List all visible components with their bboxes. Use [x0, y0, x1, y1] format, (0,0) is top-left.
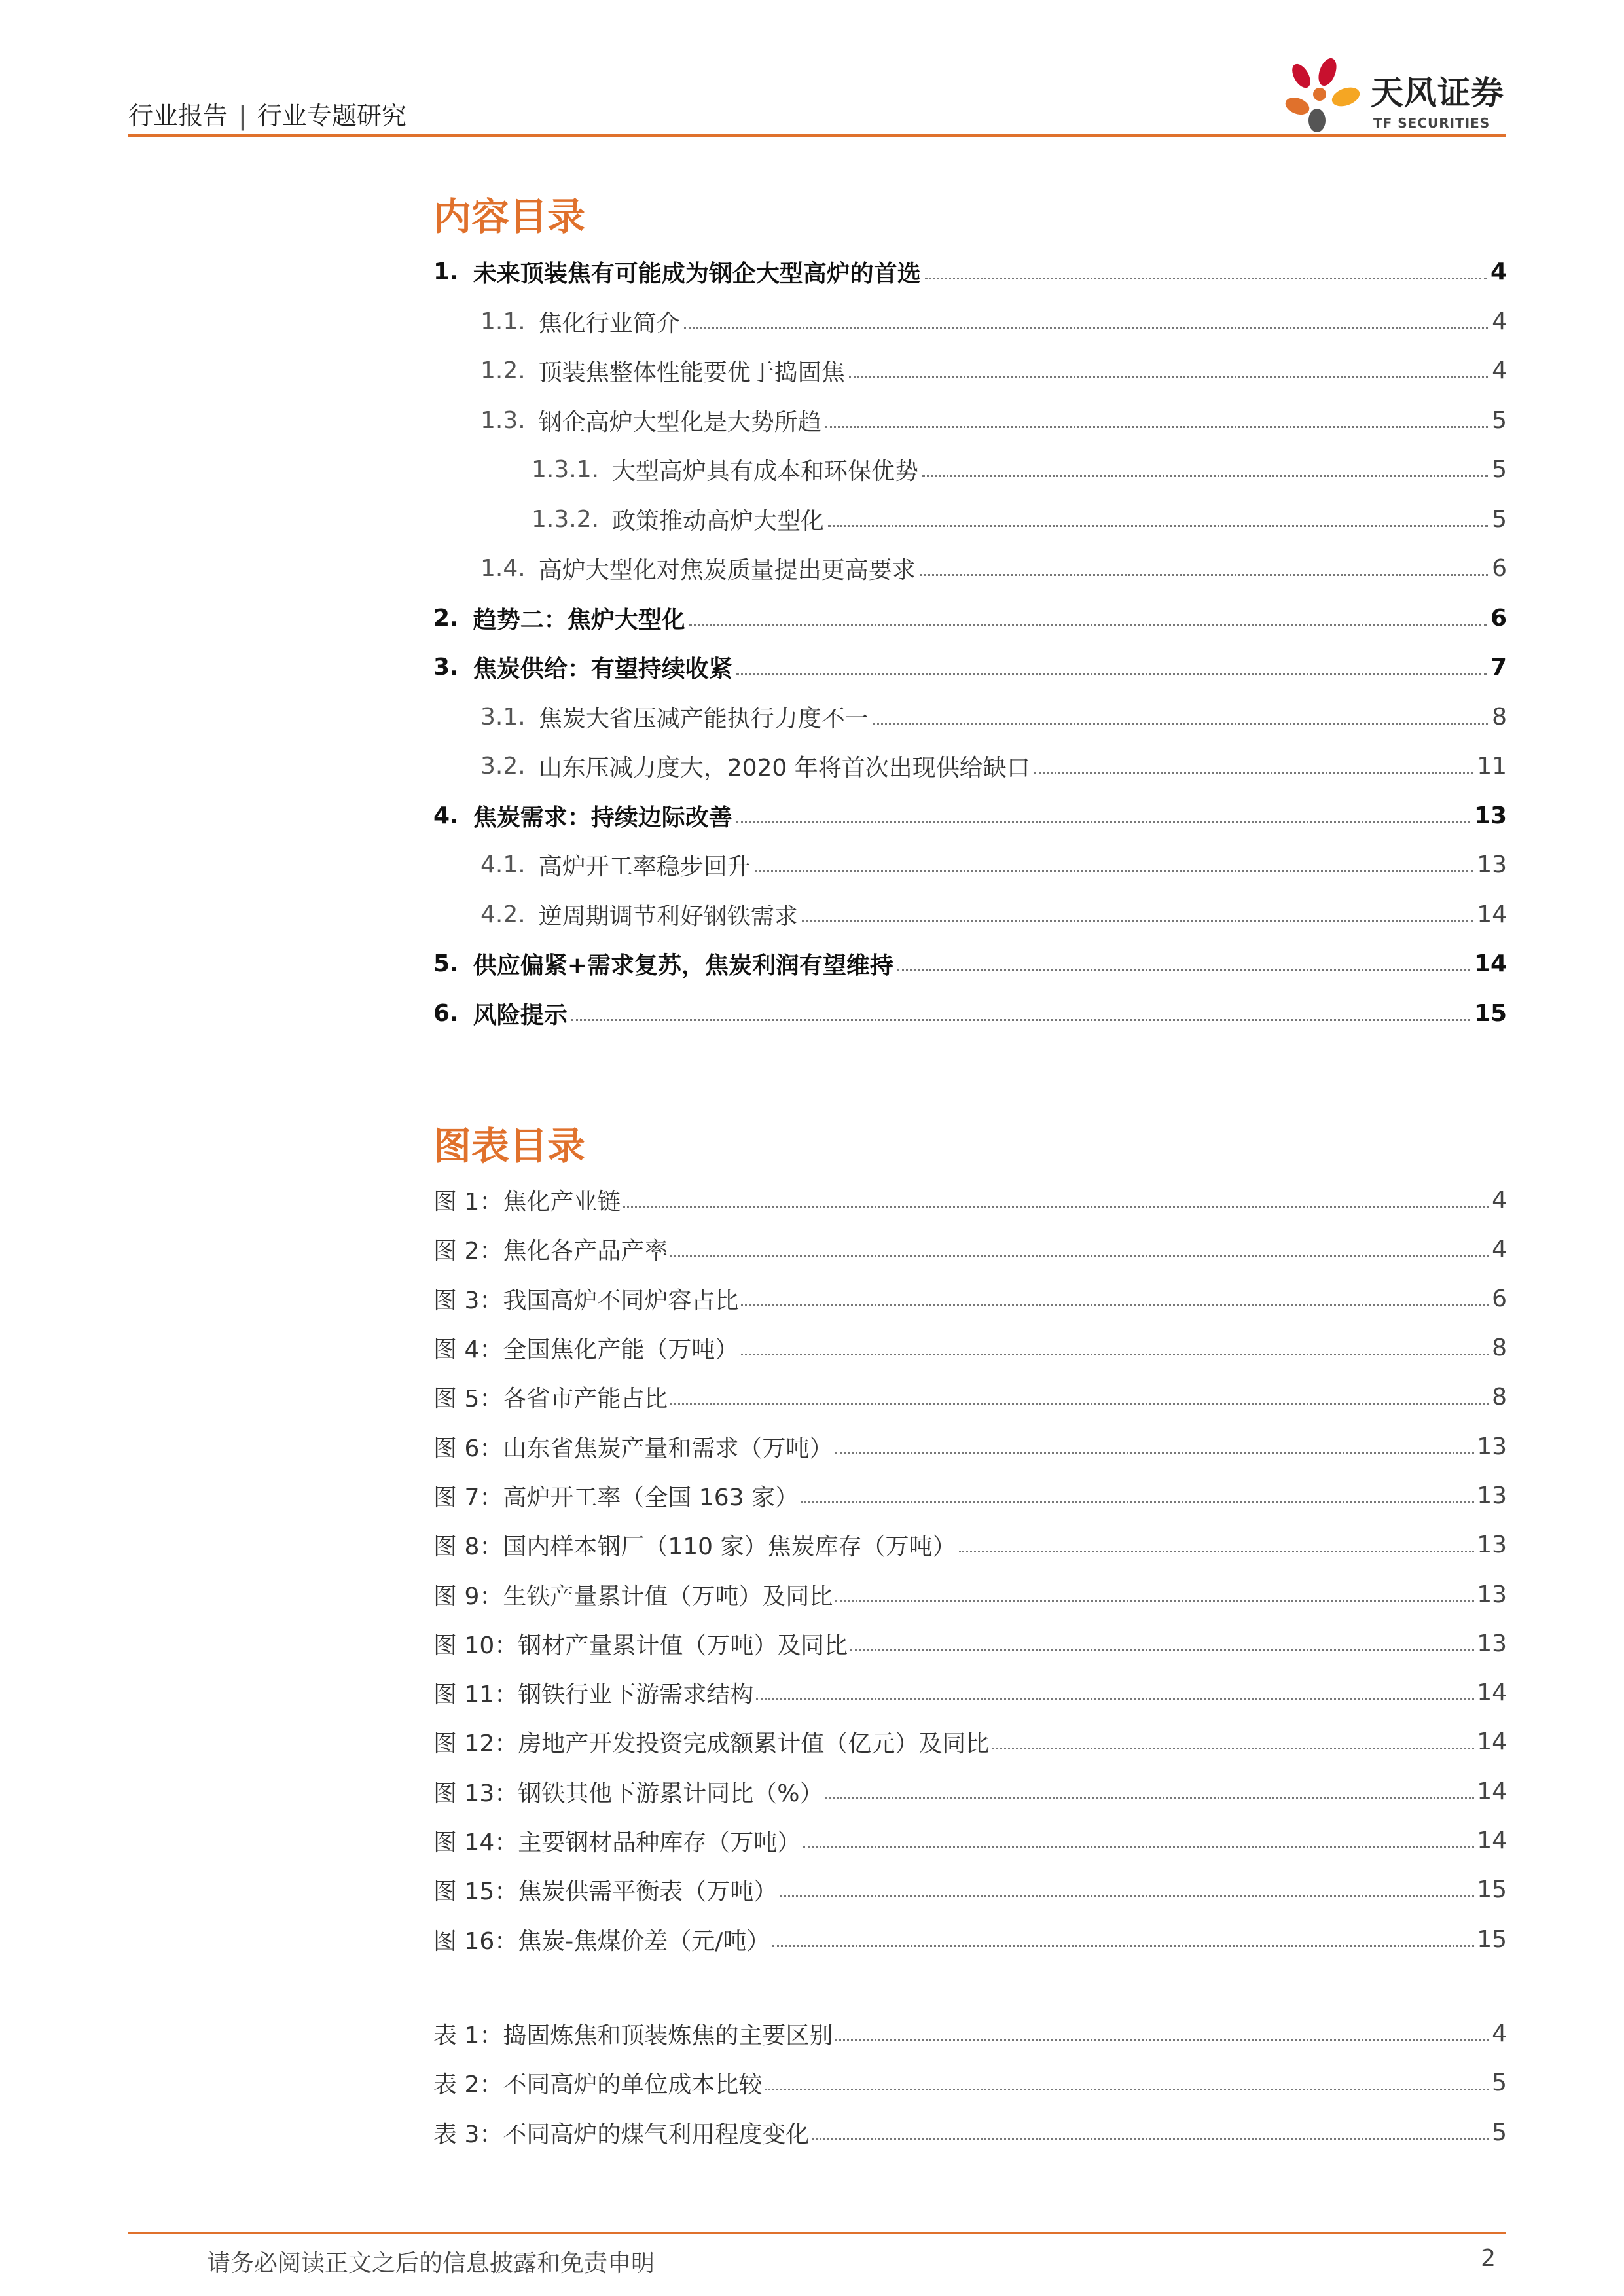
figure-entry-page: 13: [1477, 1581, 1507, 1608]
toc-entry[interactable]: [433, 989, 1507, 1039]
toc-entry[interactable]: [433, 594, 1507, 643]
dot-leader: [925, 278, 1487, 279]
table-entry[interactable]: [433, 2058, 1507, 2108]
figure-entry[interactable]: [433, 1717, 1507, 1767]
toc-entry-page: 8: [1492, 703, 1507, 730]
figure-entry[interactable]: [433, 1422, 1507, 1471]
figure-entry[interactable]: [433, 1816, 1507, 1865]
toc-entry-number: 3.2.: [480, 753, 526, 780]
toc-entry-number: 1.3.: [480, 406, 526, 434]
toc-entry-label: 逆周期调节利好钢铁需求: [538, 903, 798, 930]
dot-leader: [1034, 772, 1473, 774]
figure-entry-page: 4: [1492, 1187, 1507, 1214]
toc-entry-page: 13: [1473, 802, 1507, 829]
toc-entry[interactable]: [433, 297, 1507, 347]
report-header: [128, 96, 406, 132]
toc-entry-number: 1.2.: [480, 357, 526, 385]
figure-entry-page: 6: [1492, 1285, 1507, 1312]
figure-entry-label: 图 3：我国高炉不同炉容占比: [433, 1287, 739, 1314]
figure-entry-page: 15: [1477, 1876, 1507, 1904]
figure-entry-page: 14: [1477, 1679, 1507, 1707]
figure-entry[interactable]: [433, 1372, 1507, 1422]
header-separator: |: [238, 101, 247, 130]
dot-leader: [755, 870, 1473, 872]
dot-leader: [741, 1354, 1489, 1355]
figure-entry-page: 13: [1477, 1433, 1507, 1460]
figure-entry-label: 图 9：生铁产量累计值（万吨）及同比: [433, 1583, 833, 1610]
figure-entry-page: 13: [1477, 1630, 1507, 1657]
dot-leader: [835, 2039, 1489, 2041]
toc-entry-label: 焦炭大省压减产能执行力度不一: [538, 705, 869, 732]
toc-entry-label: 趋势二：焦炉大型化: [473, 606, 685, 634]
figure-entry[interactable]: [433, 1914, 1507, 1964]
figures-list: [433, 1175, 1507, 1964]
figure-entry-page: 14: [1477, 1827, 1507, 1854]
dot-leader: [849, 376, 1488, 378]
dot-leader: [670, 1255, 1489, 1257]
toc-entry-number: 1.3.2.: [532, 505, 600, 533]
toc-entry[interactable]: [433, 890, 1507, 940]
figure-entry-label: 图 15：焦炭供需平衡表（万吨）: [433, 1878, 778, 1906]
figure-entry-label: 图 11：钢铁行业下游需求结构: [433, 1681, 754, 1709]
toc-entry[interactable]: [433, 247, 1507, 297]
toc-entry-label: 高炉开工率稳步回升: [538, 853, 751, 881]
dot-leader: [623, 1206, 1489, 1208]
toc-entry-label: 高炉大型化对焦炭质量提出更高要求: [538, 557, 916, 584]
toc-entry-label: 焦炭需求：持续边际改善: [473, 804, 732, 831]
figure-entry-label: 图 7：高炉开工率（全国 163 家）: [433, 1484, 799, 1511]
flower-logo-icon: [1278, 55, 1369, 140]
dot-leader: [992, 1748, 1474, 1749]
toc-entry-number: 1.1.: [480, 308, 526, 335]
dot-leader: [835, 1452, 1474, 1454]
figure-entry-page: 14: [1477, 1729, 1507, 1756]
figure-entry-page: 15: [1477, 1926, 1507, 1953]
toc-entry[interactable]: [433, 742, 1507, 791]
toc-entry-page: 5: [1492, 406, 1507, 434]
figure-entry-label: 图 8：国内样本钢厂（110 家）焦炭库存（万吨）: [433, 1534, 956, 1561]
dot-leader: [780, 1895, 1474, 1897]
figure-entry-label: 图 16：焦炭-焦煤价差（元/吨）: [433, 1928, 770, 1955]
toc-entry-label: 钢企高炉大型化是大势所趋: [538, 408, 821, 436]
toc-entry[interactable]: [433, 445, 1507, 495]
toc-entry[interactable]: [433, 346, 1507, 396]
toc-entry-label: 未来顶装焦有可能成为钢企大型高炉的首选: [473, 260, 921, 288]
toc-entry-page: 7: [1490, 654, 1507, 681]
dot-leader: [828, 525, 1488, 527]
dot-leader: [850, 1649, 1474, 1651]
footer-divider: [128, 2232, 1506, 2234]
toc-entry-page: 6: [1492, 555, 1507, 583]
tables-list: [433, 2009, 1507, 2157]
table-entry[interactable]: [433, 2009, 1507, 2058]
dot-leader: [684, 327, 1488, 329]
toc-entry-number: 1.: [433, 259, 459, 286]
toc-entry[interactable]: [433, 643, 1507, 692]
figure-entry-label: 图 6：山东省焦炭产量和需求（万吨）: [433, 1435, 833, 1462]
toc-entry-number: 4.2.: [480, 901, 526, 928]
table-entry[interactable]: [433, 2108, 1507, 2157]
dot-leader: [736, 673, 1487, 675]
dot-leader: [873, 723, 1488, 725]
toc-entry-page: 14: [1477, 901, 1507, 928]
toc-entry-page: 4: [1492, 308, 1507, 335]
figure-entry-page: 8: [1492, 1335, 1507, 1362]
toc-entry-label: 山东压减力度大，2020 年将首次出现供给缺口: [538, 755, 1030, 782]
figure-entry[interactable]: [433, 1865, 1507, 1914]
figure-entry[interactable]: [433, 1520, 1507, 1570]
toc-entry-page: 15: [1473, 999, 1507, 1027]
toc-entry[interactable]: [433, 544, 1507, 594]
header-divider: [128, 134, 1506, 137]
toc-entry-page: 6: [1490, 604, 1507, 632]
figure-entry[interactable]: [433, 1619, 1507, 1668]
toc-entry-number: 4.1.: [480, 852, 526, 879]
toc-entry-label: 焦炭供给：有望持续收紧: [473, 656, 732, 683]
dot-leader: [772, 1945, 1474, 1947]
dot-leader: [825, 426, 1488, 428]
toc-title: 内容目录: [433, 194, 586, 239]
figure-entry[interactable]: [433, 1274, 1507, 1323]
toc-entry-page: 5: [1492, 505, 1507, 533]
dot-leader: [571, 1019, 1470, 1021]
dot-leader: [959, 1551, 1475, 1552]
page-number: 2: [1481, 2245, 1496, 2272]
toc-entry-page: 11: [1477, 753, 1507, 780]
toc-entry-number: 3.1.: [480, 703, 526, 730]
toc-entry-page: 4: [1492, 357, 1507, 385]
figure-entry-page: 13: [1477, 1532, 1507, 1559]
toc-entry-number: 6.: [433, 999, 459, 1027]
brand-logo: [1278, 55, 1513, 140]
dot-leader: [765, 2089, 1489, 2090]
toc-entry-page: 4: [1490, 259, 1507, 286]
figure-entry-label: 图 10：钢材产量累计值（万吨）及同比: [433, 1632, 848, 1659]
figure-entry-label: 图 2：焦化各产品产率: [433, 1238, 668, 1265]
toc-entry[interactable]: [433, 939, 1507, 989]
figure-entry[interactable]: [433, 1225, 1507, 1274]
figure-entry[interactable]: [433, 1471, 1507, 1520]
footer-disclaimer: 请务必阅读正文之后的信息披露和免责申明: [207, 2250, 655, 2277]
table-entry-page: 5: [1492, 2070, 1507, 2097]
figure-entry-label: 图 13：钢铁其他下游累计同比（%）: [433, 1780, 823, 1807]
figure-entry[interactable]: [433, 1767, 1507, 1816]
report-category: 行业报告: [128, 101, 228, 130]
dot-leader: [802, 920, 1473, 922]
toc-entry[interactable]: [433, 495, 1507, 545]
toc-entry-label: 风险提示: [473, 1001, 568, 1029]
dot-leader: [803, 1846, 1474, 1848]
dot-leader: [812, 2138, 1489, 2140]
dot-leader: [670, 1403, 1489, 1405]
toc-entry-page: 13: [1477, 852, 1507, 879]
dot-leader: [741, 1304, 1489, 1306]
toc-entry-label: 政策推动高炉大型化: [612, 507, 825, 535]
figures-title: 图表目录: [433, 1124, 586, 1168]
dot-leader: [922, 475, 1488, 477]
report-subcategory: 行业专题研究: [257, 101, 406, 130]
figure-entry[interactable]: [433, 1570, 1507, 1619]
toc-entry-label: 大型高炉具有成本和环保优势: [612, 458, 919, 486]
figure-entry-label: 图 5：各省市产能占比: [433, 1386, 668, 1413]
table-entry-page: 5: [1492, 2119, 1507, 2146]
dot-leader: [835, 1600, 1474, 1602]
toc-entry[interactable]: [433, 791, 1507, 841]
toc-entry[interactable]: [433, 840, 1507, 890]
dot-leader: [825, 1797, 1474, 1799]
table-entry-label: 表 3：不同高炉的煤气利用程度变化: [433, 2121, 810, 2148]
toc-entry-number: 1.4.: [480, 555, 526, 583]
figure-entry-label: 图 4：全国焦化产能（万吨）: [433, 1336, 739, 1364]
figure-entry-label: 图 12：房地产开发投资完成额累计值（亿元）及同比: [433, 1731, 990, 1758]
dot-leader: [689, 624, 1487, 626]
toc-entry-page: 14: [1473, 950, 1507, 978]
dot-leader: [801, 1501, 1474, 1503]
figure-entry-label: 图 1：焦化产业链: [433, 1189, 621, 1216]
toc-entry[interactable]: [433, 692, 1507, 742]
dot-leader: [756, 1698, 1474, 1700]
brand-name-en: TF SECURITIES: [1373, 115, 1490, 131]
toc-entry-page: 5: [1492, 456, 1507, 484]
toc-entry-number: 5.: [433, 950, 459, 978]
table-entry-page: 4: [1492, 2020, 1507, 2048]
figure-entry[interactable]: [433, 1668, 1507, 1717]
table-entry-label: 表 1：捣固炼焦和顶装炼焦的主要区别: [433, 2022, 833, 2050]
figure-entry[interactable]: [433, 1175, 1507, 1225]
figure-entry-page: 8: [1492, 1384, 1507, 1411]
dot-leader: [920, 574, 1488, 576]
toc-entry-number: 2.: [433, 604, 459, 632]
toc-entry[interactable]: [433, 396, 1507, 446]
toc-entry-label: 焦化行业简介: [538, 310, 680, 337]
table-entry-label: 表 2：不同高炉的单位成本比较: [433, 2072, 763, 2099]
toc-entry-label: 供应偏紧+需求复苏，焦炭利润有望维持: [473, 952, 893, 980]
toc-entry-label: 顶装焦整体性能要优于捣固焦: [538, 359, 845, 387]
dot-leader: [897, 969, 1470, 971]
dot-leader: [736, 821, 1470, 823]
figure-entry-page: 13: [1477, 1482, 1507, 1509]
brand-name-cn: 天风证券: [1371, 74, 1504, 112]
table-of-contents: [433, 247, 1507, 1038]
toc-entry-number: 1.3.1.: [532, 456, 600, 484]
figure-entry-page: 14: [1477, 1778, 1507, 1805]
toc-entry-number: 3.: [433, 654, 459, 681]
figure-entry-label: 图 14：主要钢材品种库存（万吨）: [433, 1829, 801, 1856]
toc-entry-number: 4.: [433, 802, 459, 829]
figure-entry[interactable]: [433, 1323, 1507, 1372]
figure-entry-page: 4: [1492, 1236, 1507, 1263]
